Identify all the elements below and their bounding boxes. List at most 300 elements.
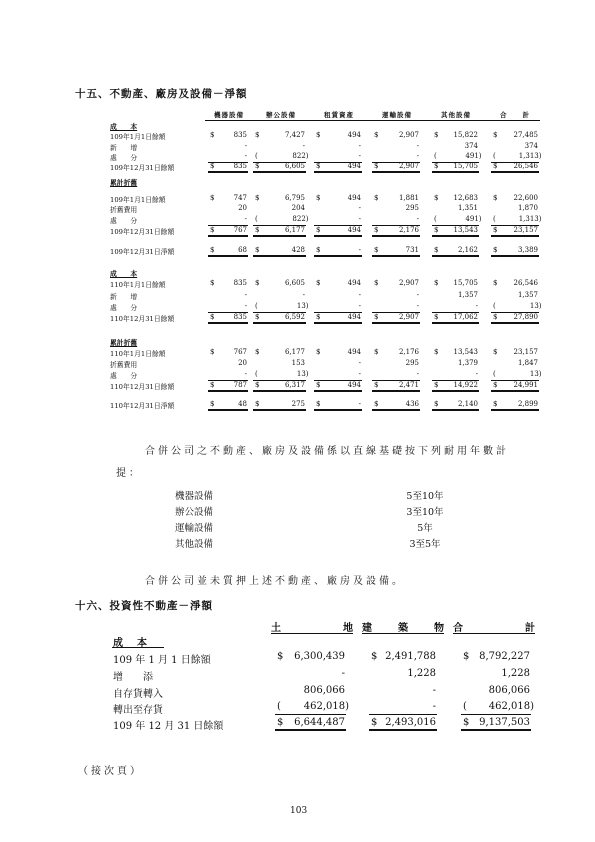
t1-cell-value: 494: [347, 313, 361, 321]
t1-cell-symbol: (: [255, 370, 258, 378]
t1-cell-value: 835: [233, 162, 247, 170]
t1-cell-symbol: $: [210, 381, 215, 389]
t1-cell-symbol: $: [255, 313, 260, 321]
t2-row-label: 109 年 1 月 1 日餘額: [113, 655, 211, 666]
double-underline: [314, 255, 362, 257]
t1-cell-symbol: $: [316, 313, 321, 321]
t1-row-label: 處 分: [110, 217, 138, 225]
t2-cell-value: -: [341, 668, 345, 679]
t1-cell-value: 494: [347, 131, 361, 139]
t1-cell-value: 13,543: [453, 348, 478, 356]
double-underline: [208, 322, 248, 324]
t1-cell-value: 20: [238, 204, 247, 212]
t1-col-header: 辦公設備: [266, 111, 296, 119]
t1-cell-symbol: $: [374, 162, 379, 170]
t1-cell-value: 374: [524, 142, 538, 150]
t1-cell-value: 2,471: [398, 381, 419, 389]
t1-cell-value: -: [416, 291, 419, 299]
t1-cell-symbol: $: [255, 246, 260, 254]
double-underline: [432, 255, 479, 257]
t1-cell-value: 1,313): [518, 152, 542, 160]
t1-cell-symbol: $: [374, 279, 379, 287]
t1-row-label: 110年12月31日淨額: [110, 402, 175, 410]
t1-cell-symbol: $: [255, 400, 260, 408]
t1-cell-symbol: $: [316, 279, 321, 287]
t1-cell-symbol: $: [374, 194, 379, 202]
t1-row-label: 新 增: [110, 144, 138, 152]
t1-row-label: 成 本: [110, 270, 138, 278]
double-underline: [491, 235, 539, 237]
t1-cell-value: 6,592: [284, 313, 305, 321]
t1-col-header: 其他設備: [441, 111, 471, 119]
t1-cell-symbol: $: [255, 226, 260, 234]
useful-life-years: 5至10年: [406, 491, 444, 502]
t2-cell-symbol: (: [463, 701, 467, 712]
t1-cell-value: 1,313): [518, 215, 542, 223]
t1-cell-symbol: $: [493, 400, 498, 408]
t1-cell-symbol: $: [255, 279, 260, 287]
double-underline: [491, 390, 539, 392]
double-underline: [208, 235, 248, 237]
t1-row-label: 折舊費用: [110, 206, 138, 214]
t1-cell-symbol: $: [493, 226, 498, 234]
t1-cell-value: 23,157: [513, 348, 538, 356]
t1-cell-symbol: (: [493, 302, 496, 310]
t1-cell-symbol: $: [316, 348, 321, 356]
t1-cell-value: 2,176: [398, 348, 419, 356]
t1-cell-symbol: $: [210, 162, 215, 170]
double-underline: [372, 255, 420, 257]
t1-cell-value: 295: [405, 204, 419, 212]
t1-cell-value: -: [244, 370, 247, 378]
t1-cell-symbol: $: [434, 162, 439, 170]
t2-cell-symbol: $: [371, 651, 378, 662]
useful-life-item: 運輸設備: [175, 523, 214, 534]
t1-cell-value: 15,822: [453, 131, 478, 139]
double-underline: [432, 171, 479, 173]
t1-cell-value: 26,546: [513, 279, 538, 287]
t2-cost-heading: 成 本: [113, 638, 149, 649]
t1-cell-value: 1,357: [517, 291, 538, 299]
t2-cell-value: -: [432, 701, 436, 712]
t1-cell-value: 22,600: [513, 194, 538, 202]
double-underline: [253, 322, 306, 324]
t1-cell-symbol: $: [434, 131, 439, 139]
double-underline: [208, 255, 248, 257]
t1-cell-symbol: $: [255, 194, 260, 202]
t1-cell-symbol: $: [210, 348, 215, 356]
t1-cell-value: -: [416, 302, 419, 310]
t2-cell-value: 462,018): [303, 701, 349, 712]
t1-cell-value: -: [358, 142, 361, 150]
t1-cell-value: -: [244, 215, 247, 223]
page-number: 103: [290, 806, 308, 816]
t2-cell-value: 6,300,439: [294, 651, 345, 662]
t1-cell-value: 3,389: [517, 246, 538, 254]
t1-cell-symbol: $: [316, 162, 321, 170]
t1-cell-value: 494: [347, 279, 361, 287]
t1-cell-symbol: $: [434, 246, 439, 254]
t1-cell-symbol: $: [374, 381, 379, 389]
t1-cell-value: 2,907: [398, 162, 419, 170]
t1-cell-value: 6,177: [284, 348, 305, 356]
t1-cell-symbol: $: [493, 348, 498, 356]
t1-cell-value: 13,543: [453, 226, 478, 234]
t1-row-label: 累計折舊: [110, 339, 138, 347]
t1-cell-symbol: $: [210, 313, 215, 321]
t1-row-label: 110年12月31日餘額: [110, 383, 175, 391]
t1-cell-value: 27,890: [513, 313, 538, 321]
t1-cell-value: 13): [296, 302, 309, 310]
t1-cell-symbol: $: [255, 162, 260, 170]
t2-row-label: 轉出至存貨: [113, 705, 163, 716]
t1-row-label: 處 分: [110, 372, 138, 380]
t1-row-label: 110年1月1日餘額: [110, 350, 166, 358]
t1-cell-symbol: $: [493, 246, 498, 254]
t1-cell-symbol: $: [374, 246, 379, 254]
t1-cell-value: 428: [291, 246, 305, 254]
t1-cell-value: -: [358, 215, 361, 223]
t1-cell-value: 6,795: [284, 194, 305, 202]
t1-row-label: 成 本: [110, 123, 138, 131]
t1-cell-value: 2,907: [398, 313, 419, 321]
t1-cell-value: 13): [296, 370, 309, 378]
t2-cell-value: 1,228: [407, 668, 436, 679]
t1-cell-symbol: $: [255, 131, 260, 139]
double-underline: [208, 390, 248, 392]
t1-cell-symbol: (: [493, 152, 496, 160]
double-underline: [369, 729, 437, 731]
double-underline: [372, 390, 420, 392]
double-underline: [372, 409, 420, 411]
useful-life-years: 3至5年: [409, 539, 441, 550]
t1-cell-value: -: [302, 291, 305, 299]
t1-cell-symbol: $: [210, 226, 215, 234]
t1-cell-symbol: $: [210, 400, 215, 408]
t1-cell-symbol: (: [434, 215, 437, 223]
t1-cell-value: 12,683: [453, 194, 478, 202]
t1-row-label: 109年12月31日淨額: [110, 248, 175, 256]
double-underline: [372, 235, 420, 237]
t1-cell-symbol: $: [316, 381, 321, 389]
t1-cell-symbol: $: [316, 246, 321, 254]
t1-row-label: 109年1月1日餘額: [110, 133, 166, 141]
t1-cell-symbol: $: [374, 348, 379, 356]
t1-row-label: 109年1月1日餘額: [110, 196, 166, 204]
t1-cell-value: 26,546: [513, 162, 538, 170]
t1-cell-value: -: [358, 246, 361, 254]
double-underline: [208, 409, 248, 411]
double-underline: [314, 235, 362, 237]
t1-cell-value: 835: [233, 279, 247, 287]
pledge-paragraph: 合併公司並未質押上述不動產、廠房及設備。: [145, 576, 405, 587]
t1-cell-value: -: [358, 291, 361, 299]
t2-cell-symbol: $: [371, 717, 378, 728]
t2-header-rule: [453, 633, 535, 634]
continued-note: （接次頁）: [78, 766, 143, 777]
t1-cell-value: 491): [465, 215, 482, 223]
t1-cell-symbol: $: [374, 313, 379, 321]
t1-cell-value: 494: [347, 194, 361, 202]
t1-cell-value: 23,157: [513, 226, 538, 234]
t1-cell-symbol: $: [316, 400, 321, 408]
single-underline: [369, 714, 437, 715]
t2-row-label: 自存貨轉入: [113, 689, 163, 700]
t1-cell-value: 767: [233, 348, 247, 356]
t1-cell-symbol: $: [493, 131, 498, 139]
t1-cell-value: 822): [292, 152, 309, 160]
t1-cell-value: 24,991: [513, 381, 538, 389]
t1-cell-symbol: $: [374, 400, 379, 408]
t1-cell-symbol: $: [434, 348, 439, 356]
t1-cell-symbol: $: [210, 246, 215, 254]
t1-cell-symbol: $: [493, 162, 498, 170]
t2-col-header: 合 計: [453, 623, 535, 634]
double-underline: [461, 729, 531, 731]
double-underline: [491, 322, 539, 324]
t1-col-header: 租賃資產: [324, 111, 354, 119]
t1-cell-value: 6,177: [284, 226, 305, 234]
t1-cell-symbol: (: [255, 215, 258, 223]
double-underline: [253, 255, 306, 257]
t1-cell-value: -: [358, 204, 361, 212]
t1-cell-value: -: [244, 302, 247, 310]
t1-cell-value: -: [358, 152, 361, 160]
useful-life-paragraph: 合併公司之不動產、廠房及設備係以直線基礎按下列耐用年數計: [145, 446, 509, 457]
t1-row-label: 110年12月31日餘額: [110, 315, 175, 323]
t1-row-label: 折舊費用: [110, 361, 138, 369]
double-underline: [253, 235, 306, 237]
t1-cell-value: 27,485: [513, 131, 538, 139]
t1-cell-value: 822): [292, 215, 309, 223]
section-15-title: 十五、不動產、廠房及設備－淨額: [75, 88, 248, 100]
t1-cell-symbol: $: [316, 194, 321, 202]
useful-life-item: 辦公設備: [175, 507, 214, 518]
t1-cell-symbol: $: [255, 381, 260, 389]
t1-cell-symbol: $: [316, 131, 321, 139]
t1-cell-symbol: (: [255, 152, 258, 160]
t1-cell-value: 2,907: [398, 131, 419, 139]
t2-cell-value: 6,644,487: [294, 717, 345, 728]
header-rule: [205, 120, 540, 121]
t1-cell-symbol: $: [493, 381, 498, 389]
t1-cell-value: 2,176: [398, 226, 419, 234]
t1-row-label: 110年1月1日餘額: [110, 281, 166, 289]
t2-cell-symbol: (: [277, 701, 281, 712]
t1-cell-value: 13): [529, 370, 542, 378]
t1-col-header: 運輸設備: [382, 111, 412, 119]
t1-col-header: 合 計: [500, 111, 530, 119]
t1-cell-symbol: $: [316, 226, 321, 234]
t2-row-label: 增 添: [113, 672, 153, 683]
t1-cell-value: 295: [405, 359, 419, 367]
t2-row-label: 109 年 12 月 31 日餘額: [113, 721, 224, 732]
double-underline: [314, 409, 362, 411]
t1-cell-value: -: [416, 370, 419, 378]
t1-cell-value: -: [475, 302, 478, 310]
t1-cell-value: -: [358, 400, 361, 408]
t2-cell-symbol: $: [463, 651, 470, 662]
t1-cell-value: 2,907: [398, 279, 419, 287]
t2-header-rule: [362, 633, 444, 634]
t1-row-label: 處 分: [110, 154, 138, 162]
t2-cell-symbol: $: [277, 717, 284, 728]
t1-cell-value: 1,351: [457, 204, 478, 212]
t2-cost-underline: [112, 647, 164, 648]
t1-cell-value: 6,317: [284, 381, 305, 389]
t1-cell-symbol: $: [374, 131, 379, 139]
single-underline: [275, 714, 346, 715]
t1-cell-symbol: $: [493, 194, 498, 202]
t2-col-header: 建 築 物: [362, 623, 444, 634]
double-underline: [432, 409, 479, 411]
t1-cell-value: 731: [405, 246, 419, 254]
t1-row-label: 109年12月31日餘額: [110, 228, 175, 236]
t1-cell-symbol: $: [434, 194, 439, 202]
t1-cell-value: -: [244, 291, 247, 299]
t1-cell-value: 2,140: [457, 400, 478, 408]
t1-cell-value: -: [358, 370, 361, 378]
t1-cell-value: 6,605: [284, 279, 305, 287]
t1-cell-symbol: (: [255, 302, 258, 310]
t1-cell-value: 15,705: [453, 279, 478, 287]
t1-cell-value: 204: [291, 204, 305, 212]
t1-cell-value: 17,062: [453, 313, 478, 321]
t1-cell-value: 1,870: [517, 204, 538, 212]
t1-cell-value: -: [302, 142, 305, 150]
t1-cell-value: 494: [347, 381, 361, 389]
t1-cell-value: -: [416, 215, 419, 223]
t2-cell-value: 2,493,016: [385, 717, 436, 728]
double-underline: [253, 171, 306, 173]
t1-cell-symbol: $: [210, 279, 215, 287]
t1-cell-symbol: $: [210, 194, 215, 202]
t1-cell-value: 68: [238, 246, 247, 254]
t1-cell-symbol: $: [374, 226, 379, 234]
t1-cell-value: -: [244, 152, 247, 160]
t1-cell-value: 20: [238, 359, 247, 367]
t2-cell-value: 8,792,227: [479, 651, 530, 662]
t1-cell-value: -: [244, 142, 247, 150]
t2-cell-value: 462,018): [488, 701, 534, 712]
t1-row-label: 109年12月31日餘額: [110, 164, 175, 172]
t1-cell-value: 48: [238, 400, 247, 408]
t1-cell-symbol: $: [210, 131, 215, 139]
t1-cell-value: 835: [233, 313, 247, 321]
t1-cell-value: 15,705: [453, 162, 478, 170]
t1-cell-value: 1,379: [457, 359, 478, 367]
t1-cell-symbol: $: [434, 226, 439, 234]
double-underline: [432, 390, 479, 392]
t2-cell-value: 2,491,788: [385, 651, 436, 662]
t1-cell-value: 767: [233, 226, 247, 234]
useful-life-item: 其他設備: [175, 539, 214, 550]
t1-cell-value: -: [475, 370, 478, 378]
double-underline: [491, 255, 539, 257]
double-underline: [314, 322, 362, 324]
t1-col-header: 機器設備: [214, 111, 244, 119]
t1-cell-value: 747: [233, 194, 247, 202]
t1-cell-value: 374: [464, 142, 478, 150]
t1-cell-value: 491): [465, 152, 482, 160]
double-underline: [275, 729, 346, 731]
t2-cell-value: 806,066: [303, 685, 345, 696]
double-underline: [208, 171, 248, 173]
t1-cell-value: 1,847: [517, 359, 538, 367]
t1-cell-value: 1,357: [457, 291, 478, 299]
t1-cell-value: -: [416, 152, 419, 160]
t1-cell-value: 835: [233, 131, 247, 139]
t2-col-header: 土 地: [271, 623, 353, 634]
t1-row-label: 累計折舊: [110, 179, 138, 187]
double-underline: [372, 171, 420, 173]
t1-cell-symbol: $: [493, 279, 498, 287]
t1-cell-value: 13): [529, 302, 542, 310]
single-underline: [461, 714, 531, 715]
double-underline: [491, 171, 539, 173]
t1-cell-symbol: $: [434, 313, 439, 321]
t1-cell-value: 153: [291, 359, 305, 367]
t2-header-rule: [271, 633, 353, 634]
t1-row-label: 處 分: [110, 304, 138, 312]
t1-cell-value: 787: [233, 381, 247, 389]
section-16-title: 十六、投資性不動產－淨額: [75, 600, 213, 612]
t1-cell-symbol: $: [434, 381, 439, 389]
t1-cell-value: -: [358, 359, 361, 367]
t1-cell-value: 275: [291, 400, 305, 408]
double-underline: [432, 235, 479, 237]
double-underline: [253, 390, 306, 392]
double-underline: [314, 171, 362, 173]
t1-cell-symbol: (: [493, 370, 496, 378]
useful-life-years: 3至10年: [406, 507, 444, 518]
t1-cell-value: 1,881: [398, 194, 419, 202]
t1-cell-value: 7,427: [284, 131, 305, 139]
t2-cell-symbol: $: [277, 651, 284, 662]
useful-life-paragraph-end: 提：: [116, 468, 142, 479]
t1-cell-symbol: (: [493, 215, 496, 223]
t1-cell-symbol: $: [434, 400, 439, 408]
t1-cell-value: 494: [347, 226, 361, 234]
t1-cell-value: 6,605: [284, 162, 305, 170]
t1-cell-value: -: [416, 142, 419, 150]
useful-life-years: 5年: [417, 523, 433, 534]
double-underline: [372, 322, 420, 324]
t1-cell-value: 494: [347, 348, 361, 356]
t1-cell-value: 494: [347, 162, 361, 170]
double-underline: [253, 409, 306, 411]
t1-cell-value: 14,922: [453, 381, 478, 389]
t1-cell-symbol: $: [434, 279, 439, 287]
t2-cell-value: 1,228: [501, 668, 530, 679]
t2-cell-symbol: $: [463, 717, 470, 728]
double-underline: [432, 322, 479, 324]
double-underline: [491, 409, 539, 411]
t1-cell-symbol: (: [434, 152, 437, 160]
t1-cell-value: 2,162: [457, 246, 478, 254]
t2-cell-value: 806,066: [488, 685, 530, 696]
t2-cell-value: 9,137,503: [479, 717, 530, 728]
useful-life-item: 機器設備: [175, 491, 214, 502]
t1-cell-symbol: $: [493, 313, 498, 321]
t1-cell-symbol: $: [255, 348, 260, 356]
t1-cell-value: 436: [405, 400, 419, 408]
double-underline: [314, 390, 362, 392]
t1-cell-value: -: [358, 302, 361, 310]
t1-row-label: 新 增: [110, 293, 138, 301]
t1-cell-value: 2,899: [517, 400, 538, 408]
t2-cell-value: -: [432, 685, 436, 696]
